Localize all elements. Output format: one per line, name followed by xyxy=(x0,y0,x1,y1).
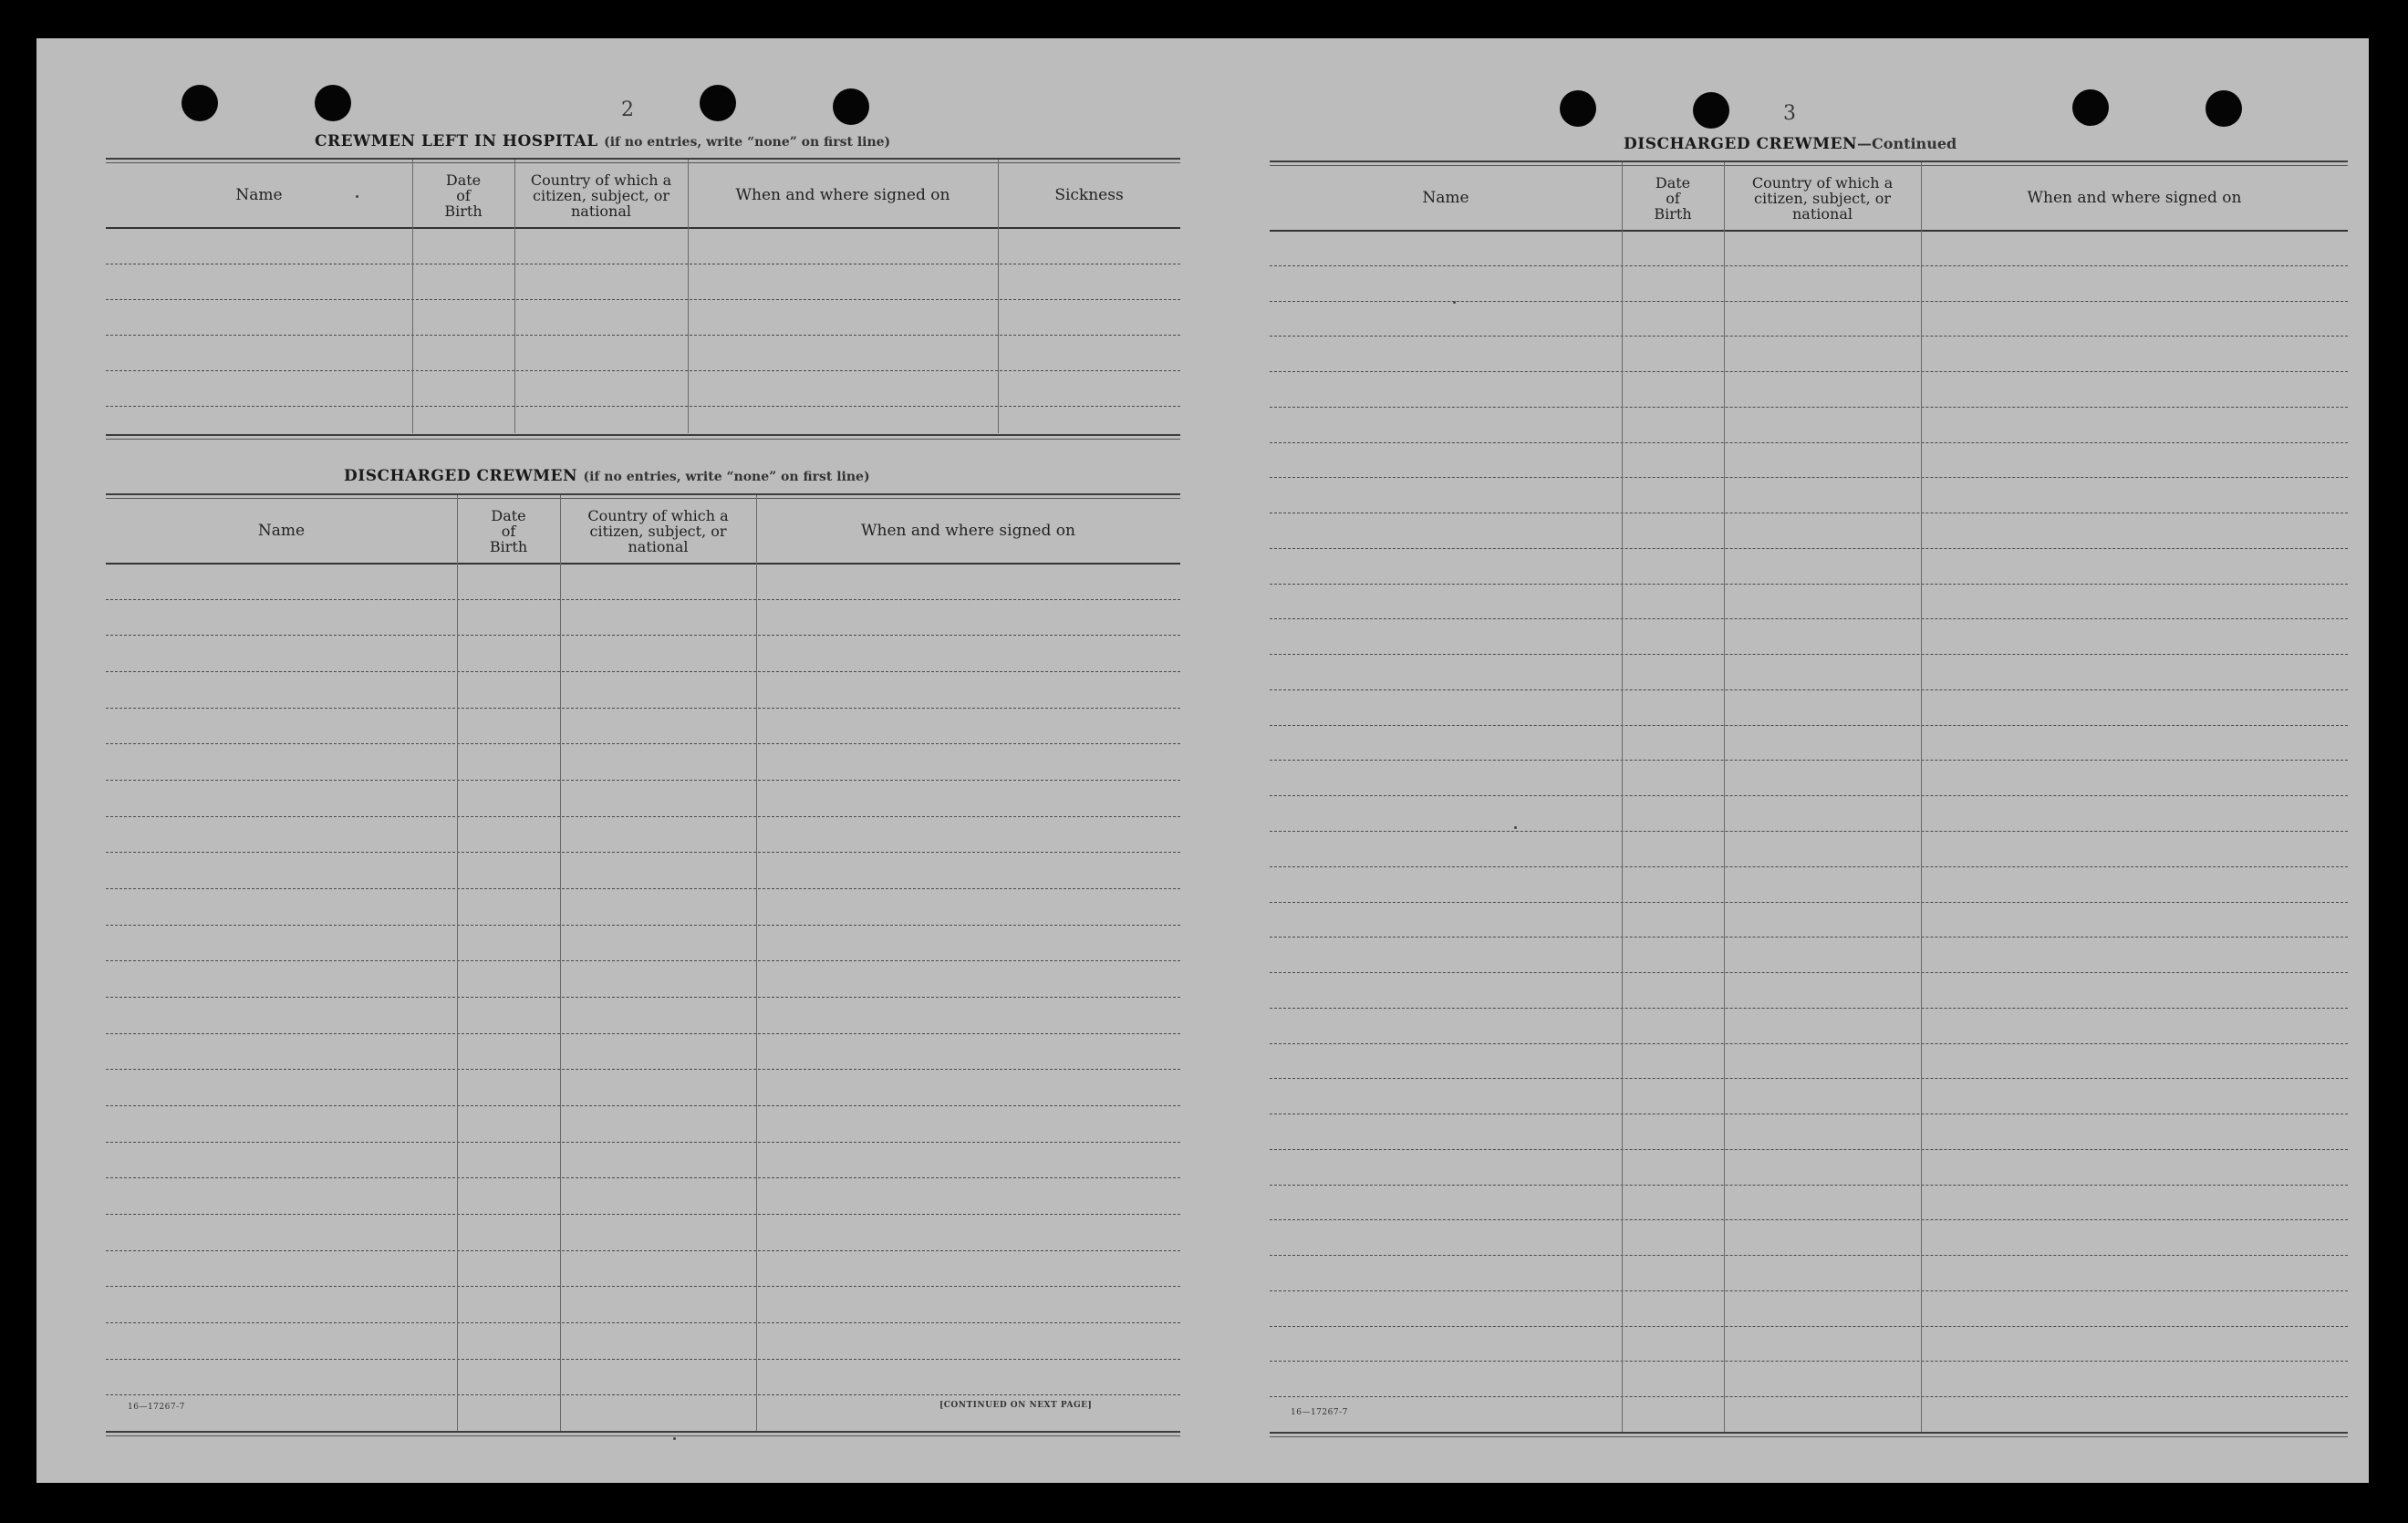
continued-col-signed-on: When and where signed on xyxy=(2027,188,2242,207)
punch-hole xyxy=(182,85,218,121)
continued-row-line xyxy=(1270,1078,2348,1079)
punch-hole xyxy=(1560,90,1596,127)
discharged-row-line xyxy=(106,816,1180,817)
continued-row-line xyxy=(1270,795,2348,796)
form-code-right: 16—17267-7 xyxy=(1291,1408,1348,1417)
ink-speck xyxy=(673,1437,676,1440)
continued-row-line xyxy=(1270,336,2348,337)
discharged-continued-title xyxy=(1624,135,1956,153)
discharged-continued-suffix: —Continued xyxy=(1857,135,1957,152)
discharged-row-line xyxy=(106,635,1180,636)
continued-row-line xyxy=(1270,477,2348,478)
discharged-col-name: Name xyxy=(257,521,306,540)
continued-row-line xyxy=(1270,689,2348,690)
discharged-continued-title-text: DISCHARGED CREWMEN xyxy=(1624,135,1858,153)
discharged-row-line xyxy=(106,997,1180,998)
continued-row-line xyxy=(1270,1326,2348,1327)
hospital-col-sickness: Sickness xyxy=(1054,185,1124,204)
discharged-row-line xyxy=(106,1322,1180,1323)
discharged-section-title xyxy=(344,467,870,485)
continued-col-dob: Date of Birth xyxy=(1654,173,1692,223)
manifest-sheet xyxy=(36,38,2369,1483)
discharged-row-line xyxy=(106,888,1180,889)
hospital-col-dob: Date of Birth xyxy=(444,171,483,220)
discharged-row-line xyxy=(106,1105,1180,1106)
punch-hole xyxy=(833,88,869,125)
continued-row-line xyxy=(1270,902,2348,903)
continued-row-line xyxy=(1270,407,2348,408)
discharged-row-line xyxy=(106,743,1180,744)
punch-hole xyxy=(315,85,351,121)
continued-row-line xyxy=(1270,725,2348,726)
continued-note: [CONTINUED ON NEXT PAGE] xyxy=(939,1401,1093,1410)
continued-row-line xyxy=(1270,760,2348,761)
discharged-row-line xyxy=(106,671,1180,672)
discharged-title-text: DISCHARGED CREWMEN xyxy=(344,467,578,485)
continued-row-line xyxy=(1270,548,2348,549)
page-number-right: 3 xyxy=(1783,102,1796,125)
continued-row-line xyxy=(1270,972,2348,973)
discharged-col-country: Country of which a citizen, subject, or national xyxy=(587,506,729,555)
continued-row-line xyxy=(1270,1219,2348,1220)
discharged-row-line xyxy=(106,1069,1180,1070)
discharged-col-dob: Date of Birth xyxy=(489,506,528,555)
continued-row-line xyxy=(1270,265,2348,266)
punch-hole xyxy=(2206,90,2242,127)
discharged-title-note: (if no entries, write “none” on first line) xyxy=(583,470,870,484)
continued-col-name: Name xyxy=(1422,188,1469,207)
discharged-row-line xyxy=(106,1250,1180,1251)
hospital-section-title xyxy=(315,132,890,150)
continued-row-line xyxy=(1270,1396,2348,1397)
hospital-col-name: Name xyxy=(235,185,283,204)
hospital-title-text: CREWMEN LEFT IN HOSPITAL xyxy=(315,132,598,150)
discharged-row-line xyxy=(106,925,1180,926)
discharged-col-signed-on: When and where signed on xyxy=(861,521,1075,540)
continued-row-line xyxy=(1270,1149,2348,1150)
discharged-row-line xyxy=(106,852,1180,853)
discharged-row-line xyxy=(106,599,1180,600)
continued-row-line xyxy=(1270,1185,2348,1186)
discharged-row-line xyxy=(106,1214,1180,1215)
discharged-row-line xyxy=(106,1359,1180,1360)
continued-row-line xyxy=(1270,1008,2348,1009)
discharged-table-left xyxy=(106,493,1180,1436)
discharged-row-line xyxy=(106,1033,1180,1034)
continued-row-line xyxy=(1270,618,2348,619)
continued-row-line xyxy=(1270,937,2348,938)
continued-row-line xyxy=(1270,654,2348,655)
form-code-left: 16—17267-7 xyxy=(128,1403,185,1412)
continued-row-line xyxy=(1270,831,2348,832)
punch-hole xyxy=(1693,92,1729,129)
continued-col-country: Country of which a citizen, subject, or national xyxy=(1751,173,1894,223)
continued-row-line xyxy=(1270,1290,2348,1291)
continued-row-line xyxy=(1270,371,2348,372)
page-number-left: 2 xyxy=(621,98,634,121)
discharged-row-line xyxy=(106,1394,1180,1395)
hospital-col-country: Country of which a citizen, subject, or national xyxy=(530,171,672,220)
discharged-table-right xyxy=(1270,161,2348,1437)
punch-hole xyxy=(700,85,736,121)
discharged-row-line xyxy=(106,1142,1180,1143)
hospital-title-note: (if no entries, write “none” on first line) xyxy=(604,135,891,150)
discharged-row-line xyxy=(106,708,1180,709)
continued-row-line xyxy=(1270,1255,2348,1256)
punch-hole xyxy=(2072,89,2109,126)
hospital-table xyxy=(106,158,1180,439)
discharged-row-line xyxy=(106,780,1180,781)
discharged-row-line xyxy=(106,960,1180,961)
continued-row-line xyxy=(1270,1043,2348,1044)
discharged-row-line xyxy=(106,1177,1180,1178)
continued-row-line xyxy=(1270,584,2348,585)
continued-row-line xyxy=(1270,442,2348,443)
discharged-row-line xyxy=(106,1286,1180,1287)
continued-row-line xyxy=(1270,301,2348,302)
continued-row-line xyxy=(1270,866,2348,867)
continued-row-line xyxy=(1270,1361,2348,1362)
hospital-col-signed-on: When and where signed on xyxy=(735,185,950,204)
